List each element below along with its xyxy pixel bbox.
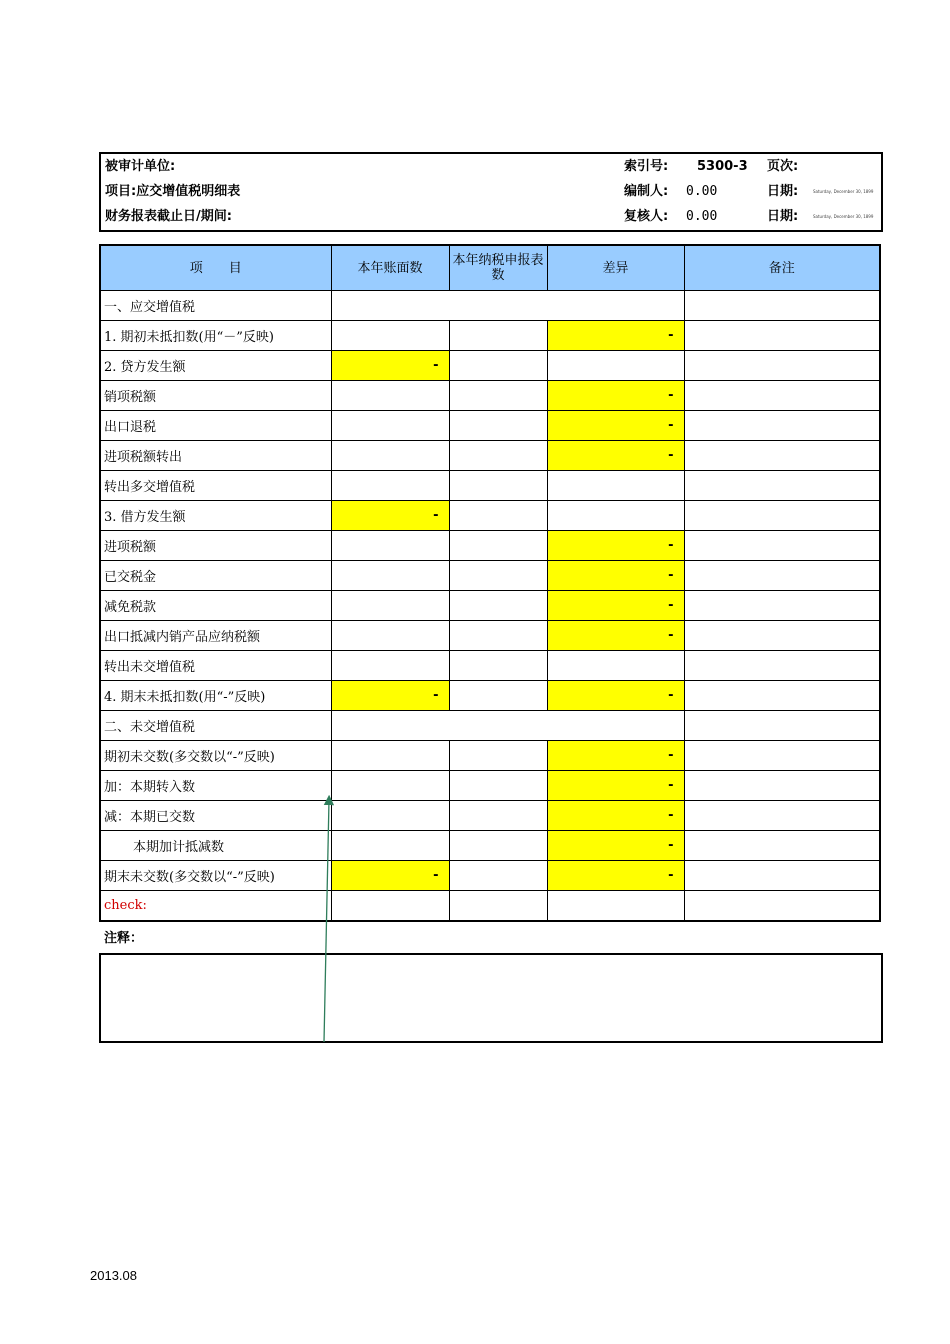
row-label: 出口退税 [100,411,331,441]
row-label: 减：本期已交数 [100,801,331,831]
cell-diff[interactable]: - [547,441,684,471]
col-header-item: 项 目 [100,245,331,291]
cell-diff[interactable]: - [547,531,684,561]
cell-diff[interactable]: - [547,321,684,351]
date-value-1: Saturday, December 30, 1899 [813,189,874,194]
footer-version: 2013.08 [90,1268,137,1283]
row-label: 本期加计抵减数 [100,831,331,861]
row-label: 出口抵减内销产品应纳税额 [100,621,331,651]
row-label: 销项税额 [100,381,331,411]
date-label-2: 日期: [767,209,799,224]
cell-diff[interactable]: - [547,861,684,891]
cell-diff[interactable]: - [547,561,684,591]
row-label: 进项税额 [100,531,331,561]
row-label: 2. 贷方发生额 [100,351,331,381]
project-label: 项目:应交增值税明细表 [105,184,241,199]
reviewer-value: 0.00 [686,209,718,224]
cell-diff[interactable]: - [547,801,684,831]
row-label: 1. 期初未抵扣数(用“－”反映) [100,321,331,351]
row-label: 转出多交增值税 [100,471,331,501]
cell-diff[interactable]: - [547,411,684,441]
reviewer-label: 复核人: [624,209,669,224]
row-label: check: [100,891,331,922]
col-header-note: 备注 [684,245,880,291]
row-label: 4. 期末未抵扣数(用“-”反映) [100,681,331,711]
row-label: 一、应交增值税 [100,291,331,321]
notes-label: 注释： [104,931,144,946]
cell-diff[interactable]: - [547,681,684,711]
row-label: 3. 借方发生额 [100,501,331,531]
cell-book[interactable]: - [331,501,449,531]
row-label: 加：本期转入数 [100,771,331,801]
cell-diff[interactable]: - [547,591,684,621]
col-header-diff: 差异 [547,245,684,291]
row-label: 转出未交增值税 [100,651,331,681]
cell-diff[interactable]: - [547,621,684,651]
row-label: 二、未交增值税 [100,711,331,741]
index-value: 5300-3 [697,159,748,174]
date-value-2: Saturday, December 30, 1899 [813,214,874,219]
row-label: 已交税金 [100,561,331,591]
date-label-1: 日期: [767,184,799,199]
cell-book[interactable]: - [331,861,449,891]
entity-label: 被审计单位: [105,159,176,174]
cell-book[interactable]: - [331,351,449,381]
index-label: 索引号: [624,159,669,174]
col-header-book: 本年账面数 [331,245,449,291]
cell-diff[interactable]: - [547,381,684,411]
cell-book[interactable]: - [331,681,449,711]
row-label: 减免税款 [100,591,331,621]
period-label: 财务报表截止日/期间: [105,209,232,224]
cell-diff[interactable]: - [547,771,684,801]
row-label: 进项税额转出 [100,441,331,471]
page-label: 页次: [767,159,799,174]
col-header-filing: 本年纳税申报表数 [449,245,547,291]
preparer-value: 0.00 [686,184,718,199]
row-label: 期初未交数(多交数以“-”反映) [100,741,331,771]
row-label: 期末未交数(多交数以“-”反映) [100,861,331,891]
cell-diff[interactable]: - [547,831,684,861]
cell-diff[interactable]: - [547,741,684,771]
preparer-label: 编制人: [624,184,669,199]
